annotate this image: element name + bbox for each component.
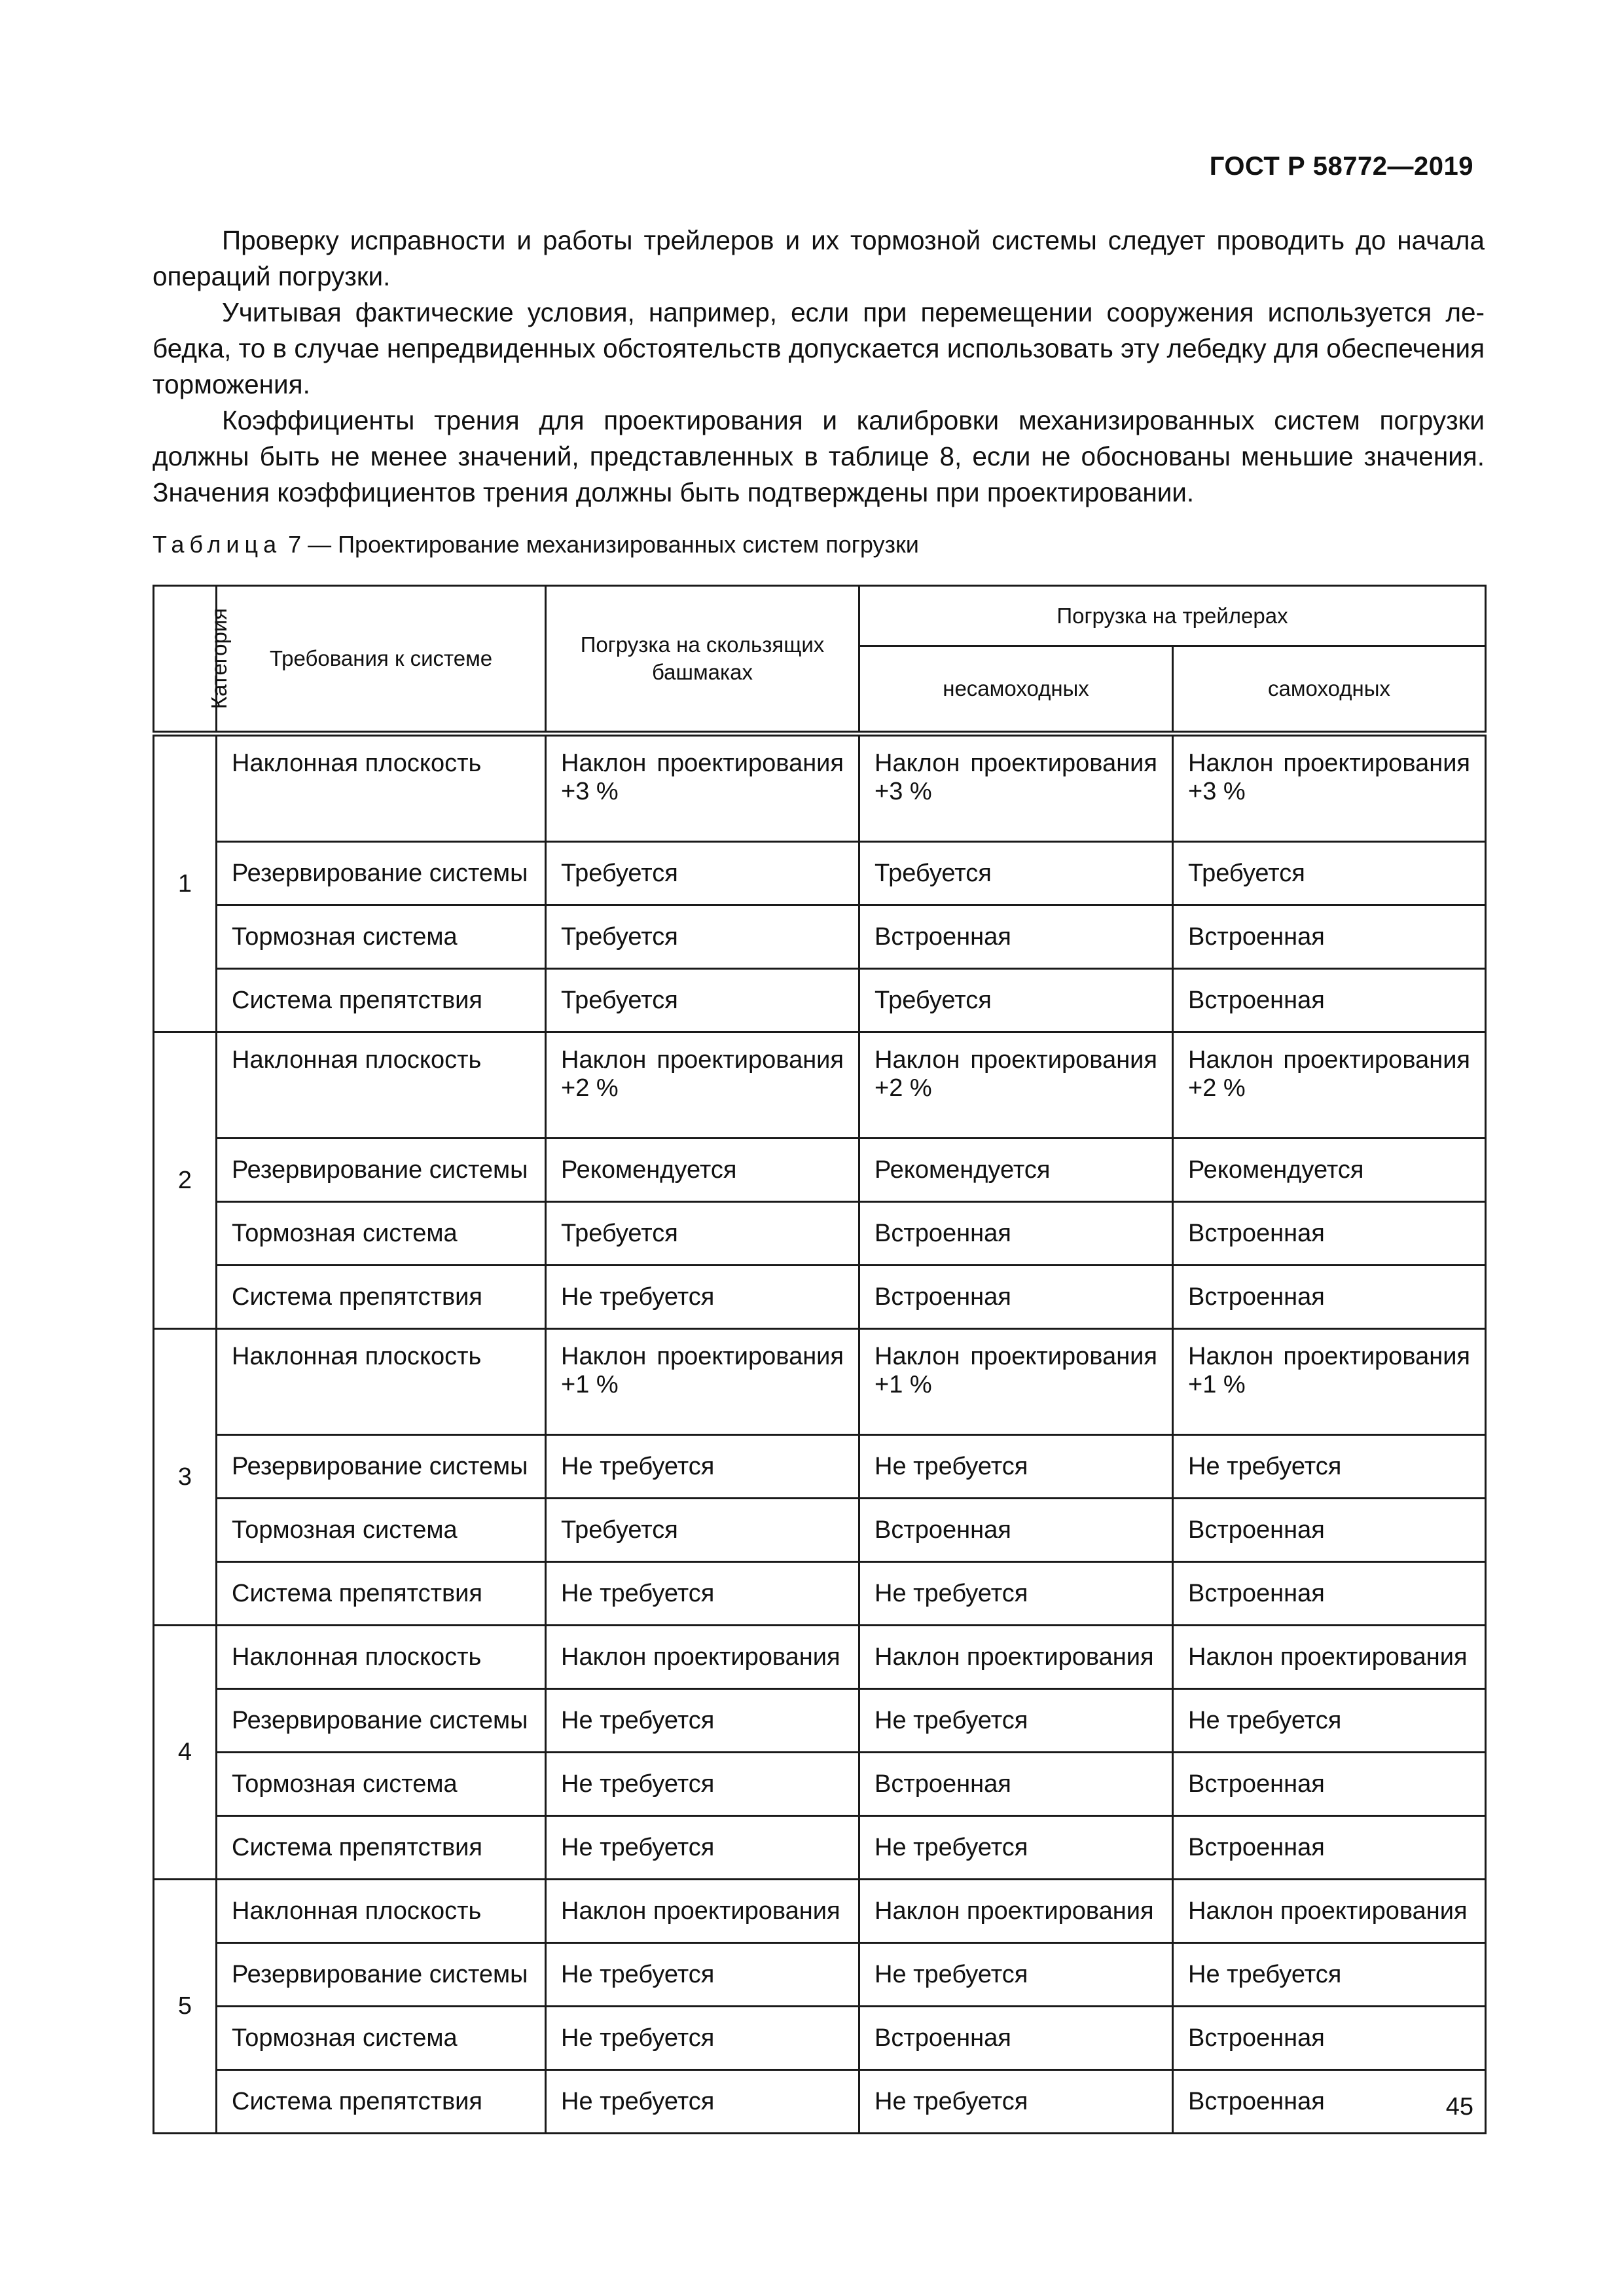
non-self-propelled-cell: Наклон проектирования xyxy=(859,1626,1173,1689)
category-cell: 2 xyxy=(154,1032,217,1329)
table-row xyxy=(154,1266,1486,1329)
self-propelled-cell: Встроенная xyxy=(1173,2007,1486,2070)
skids-cell: Не требуется xyxy=(546,1816,859,1880)
table-row xyxy=(154,1032,1486,1139)
skids-cell: Не требуется xyxy=(546,2070,859,2134)
non-self-propelled-cell: Не требуется xyxy=(859,1435,1173,1499)
paragraph: Проверку исправности и работы трейлеров и их тормозной системы следует проводить до начала операций погрузки. xyxy=(153,225,1485,291)
table-row xyxy=(154,1626,1486,1689)
requirement-cell: Резервирование системы xyxy=(217,1435,546,1499)
requirement-cell: Резервирование системы xyxy=(217,1139,546,1202)
skids-cell: Не требуется xyxy=(546,1689,859,1753)
category-cell: 4 xyxy=(154,1626,217,1880)
non-self-propelled-cell: Не требуется xyxy=(859,1562,1173,1626)
table-row xyxy=(154,2007,1486,2070)
requirement-cell: Тормозная система xyxy=(217,1499,546,1562)
self-propelled-cell: Наклон проектирования xyxy=(1173,1626,1486,1689)
requirement-cell: Наклонная плоскость xyxy=(217,1880,546,1943)
non-self-propelled-cell: Встроенная xyxy=(859,1499,1173,1562)
non-self-propelled-cell: Встроенная xyxy=(859,1753,1173,1816)
skids-cell: Не требуется xyxy=(546,1943,859,2007)
skids-cell: Не требуется xyxy=(546,1435,859,1499)
self-propelled-cell: Наклон проектирования +3 % xyxy=(1173,734,1486,842)
non-self-propelled-cell: Требуется xyxy=(859,969,1173,1032)
header-requirements: Требования к системе xyxy=(217,586,546,734)
document-code: ГОСТ Р 58772—2019 xyxy=(1209,152,1473,181)
requirement-cell: Система препятствия xyxy=(217,969,546,1032)
table-row xyxy=(154,969,1486,1032)
table-row xyxy=(154,1202,1486,1266)
table-caption xyxy=(153,531,919,558)
category-cell: 1 xyxy=(154,734,217,1032)
requirement-cell: Система препятствия xyxy=(217,1266,546,1329)
skids-cell: Наклон проектирования +1 % xyxy=(546,1329,859,1435)
skids-cell: Наклон проектирования +2 % xyxy=(546,1032,859,1139)
table-row xyxy=(154,1499,1486,1562)
paragraph: Коэффициенты трения для проектирования и калибровки механизированных систем погрузки должны быть не менее значений, представленных в таблице 8, если не обоснованы меньшие значения. Значения коэффициентов трения должны быть подтверждены при проектировании. xyxy=(153,405,1485,507)
table-row xyxy=(154,734,1486,842)
non-self-propelled-cell: Встроенная xyxy=(859,1202,1173,1266)
requirement-cell: Наклонная плоскость xyxy=(217,1626,546,1689)
requirement-cell: Тормозная система xyxy=(217,2007,546,2070)
table-caption-text: 7 — Проектирование механизированных систем погрузки xyxy=(281,531,919,558)
table-row xyxy=(154,1562,1486,1626)
self-propelled-cell: Требуется xyxy=(1173,842,1486,905)
requirement-cell: Тормозная система xyxy=(217,1202,546,1266)
requirement-cell: Наклонная плоскость xyxy=(217,1032,546,1139)
header-category-label: Категория xyxy=(207,608,232,710)
self-propelled-cell: Рекомендуется xyxy=(1173,1139,1486,1202)
self-propelled-cell: Встроенная xyxy=(1173,1266,1486,1329)
skids-cell: Требуется xyxy=(546,905,859,969)
table-row xyxy=(154,1689,1486,1753)
self-propelled-cell: Встроенная xyxy=(1173,1202,1486,1266)
paragraph: Учитывая фактические условия, например, если при перемещении сооружения используется лебедка, то в случае непредвиденных обстоятельств допускается использовать эту лебедку для обеспечения торможения. xyxy=(153,297,1485,399)
table-row xyxy=(154,1753,1486,1816)
non-self-propelled-cell: Не требуется xyxy=(859,1943,1173,2007)
self-propelled-cell: Не требуется xyxy=(1173,1943,1486,2007)
skids-cell: Наклон проектирования +3 % xyxy=(546,734,859,842)
requirement-cell: Наклонная плоскость xyxy=(217,1329,546,1435)
table-caption-label: Таблица xyxy=(153,531,282,558)
table-row xyxy=(154,905,1486,969)
self-propelled-cell: Наклон проектирования xyxy=(1173,1880,1486,1943)
table-body xyxy=(154,734,1486,2134)
skids-cell: Требуется xyxy=(546,1202,859,1266)
table-row xyxy=(154,1943,1486,2007)
non-self-propelled-cell: Встроенная xyxy=(859,905,1173,969)
non-self-propelled-cell: Наклон проектирования xyxy=(859,1880,1173,1943)
non-self-propelled-cell: Рекомендуется xyxy=(859,1139,1173,1202)
skids-cell: Наклон проектирования xyxy=(546,1626,859,1689)
header-skids: Погрузка на скользящих башмаках xyxy=(546,586,859,734)
self-propelled-cell: Встроенная xyxy=(1173,2070,1486,2134)
self-propelled-cell: Наклон проектирования +2 % xyxy=(1173,1032,1486,1139)
self-propelled-cell: Встроенная xyxy=(1173,969,1486,1032)
requirement-cell: Система препятствия xyxy=(217,2070,546,2134)
requirement-cell: Резервирование системы xyxy=(217,1689,546,1753)
non-self-propelled-cell: Встроенная xyxy=(859,1266,1173,1329)
table-row xyxy=(154,1435,1486,1499)
requirement-cell: Система препятствия xyxy=(217,1816,546,1880)
skids-cell: Требуется xyxy=(546,1499,859,1562)
skids-cell: Рекомендуется xyxy=(546,1139,859,1202)
non-self-propelled-cell: Встроенная xyxy=(859,2007,1173,2070)
skids-cell: Не требуется xyxy=(546,1753,859,1816)
non-self-propelled-cell: Не требуется xyxy=(859,1816,1173,1880)
requirement-cell: Тормозная система xyxy=(217,1753,546,1816)
table-row xyxy=(154,1139,1486,1202)
requirement-cell: Резервирование системы xyxy=(217,842,546,905)
skids-cell: Требуется xyxy=(546,969,859,1032)
self-propelled-cell: Встроенная xyxy=(1173,1816,1486,1880)
non-self-propelled-cell: Не требуется xyxy=(859,1689,1173,1753)
requirement-cell: Система препятствия xyxy=(217,1562,546,1626)
non-self-propelled-cell: Наклон проектирования +3 % xyxy=(859,734,1173,842)
non-self-propelled-cell: Наклон проектирования +1 % xyxy=(859,1329,1173,1435)
non-self-propelled-cell: Требуется xyxy=(859,842,1173,905)
skids-cell: Не требуется xyxy=(546,2007,859,2070)
table-row xyxy=(154,2070,1486,2134)
self-propelled-cell: Не требуется xyxy=(1173,1689,1486,1753)
table-row xyxy=(154,842,1486,905)
header-category xyxy=(154,586,232,734)
table-row xyxy=(154,1816,1486,1880)
header-non-self-propelled: несамоходных xyxy=(859,646,1173,734)
table-row xyxy=(154,1880,1486,1943)
self-propelled-cell: Не требуется xyxy=(1173,1435,1486,1499)
requirement-cell: Резервирование системы xyxy=(217,1943,546,2007)
category-cell: 5 xyxy=(154,1880,217,2134)
skids-cell: Наклон проектирования xyxy=(546,1880,859,1943)
table-row xyxy=(154,1329,1486,1435)
requirement-cell: Тормозная система xyxy=(217,905,546,969)
skids-cell: Не требуется xyxy=(546,1266,859,1329)
non-self-propelled-cell: Наклон проектирования +2 % xyxy=(859,1032,1173,1139)
self-propelled-cell: Встроенная xyxy=(1173,905,1486,969)
category-cell: 3 xyxy=(154,1329,217,1626)
self-propelled-cell: Встроенная xyxy=(1173,1753,1486,1816)
self-propelled-cell: Встроенная xyxy=(1173,1499,1486,1562)
loading-systems-table xyxy=(153,585,1487,2134)
self-propelled-cell: Встроенная xyxy=(1173,1562,1486,1626)
skids-cell: Требуется xyxy=(546,842,859,905)
page-number: 45 xyxy=(1445,2093,1473,2121)
non-self-propelled-cell: Не требуется xyxy=(859,2070,1173,2134)
header-trailers: Погрузка на трейлерах xyxy=(859,586,1486,646)
header-self-propelled: самоходных xyxy=(1173,646,1486,734)
skids-cell: Не требуется xyxy=(546,1562,859,1626)
body-text xyxy=(153,223,1485,511)
requirement-cell: Наклонная плоскость xyxy=(217,734,546,842)
self-propelled-cell: Наклон проектирования +1 % xyxy=(1173,1329,1486,1435)
